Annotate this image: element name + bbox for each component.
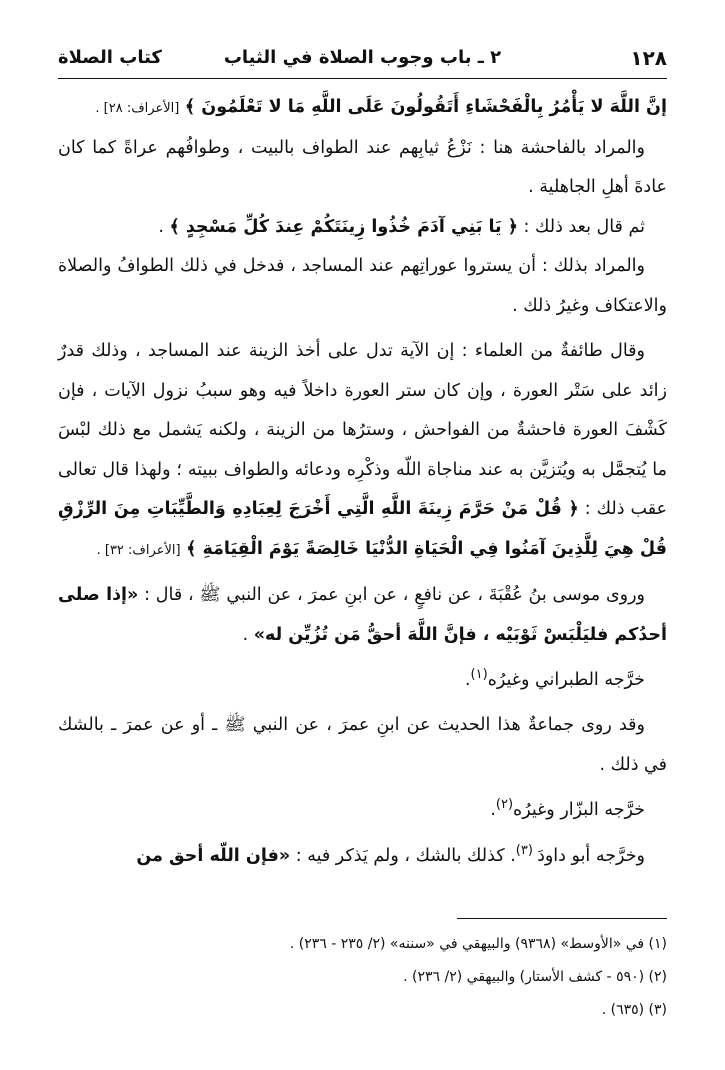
- paragraph-6-text: وروى موسى بنُ عُقْبَةَ ، عن نافعٍ ، عن ابنِ عمرَ ، عن النبي ﷺ ، قال :: [138, 585, 645, 605]
- quran-quote: ﴿ يَا بَنِي آدَمَ خُذُوا زِينَتَكُمْ عِندَ كُلِّ مَسْجِدٍ ﴾: [169, 216, 518, 237]
- hadith-quote: «إذا صلى أحدُكم فليَلْبَسْ ثَوْبَيْه ، فإنَّ اللَّهَ أحقُّ مَن تُزُيِّن له»: [58, 585, 667, 645]
- page-header: [58, 44, 667, 79]
- paragraph-2: والمراد بالفاحشة هنا : نَزْعُ ثيابِهم عند الطواف بالبيت ، وطوافُهم عراةً كما كان عادةَ أهلِ الجاهلية .: [58, 137, 667, 197]
- paragraph-9: [58, 785, 667, 830]
- paragraph-6: [58, 576, 667, 655]
- page-body: [58, 88, 667, 876]
- footnote-ref: (٢): [495, 797, 514, 813]
- footnotes: [58, 928, 667, 1027]
- paragraph-6-end: .: [242, 624, 254, 645]
- paragraph-3-end: .: [158, 216, 170, 237]
- paragraph-5: [58, 332, 667, 570]
- footnote-2: (٢) (٥٩٠ - كشف الأستار) والبيهقي (٢/ ٢٣٦) .: [403, 969, 667, 985]
- quran-quote: ﴿ قُلْ مَنْ حَرَّمَ زِينَةَ اللَّهِ الَّتِي أَخْرَجَ لِعِبَادِهِ وَالطَّيِّبَاتِ مِنَ الرِّزْقِ قُلْ هِيَ لِلَّذِينَ آمَنُوا فِي الْحَيَاةِ الدُّنْيَا خَالِصَةً يَوْمَ الْقِيَامَةِ ﴾: [58, 499, 667, 559]
- quran-quote: إنَّ اللَّهَ لا يَأْمُرُ بِالْفَحْشَاءِ أَتَقُولُونَ عَلَى اللَّهِ مَا لا تَعْلَمُونَ ﴾: [184, 97, 667, 117]
- quran-reference: [الأعراف: ٣٢] .: [96, 542, 181, 558]
- paragraph-10: [58, 831, 667, 876]
- quran-reference: [الأعراف: ٢٨] .: [95, 101, 180, 116]
- chapter-title: ٢ ـ باب وجوب الصلاة في الثياب: [223, 47, 502, 68]
- paragraph-10-text: وخرَّجه أبو داودَ: [537, 845, 645, 866]
- footnote-3: (٣) (٦٣٥) .: [601, 1002, 667, 1018]
- book-title: كتاب الصلاة: [58, 47, 162, 68]
- paragraph-7-end: .: [464, 669, 471, 690]
- paragraph-5-text: وقال طائفةٌ من العلماء : إن الآية تدل على أخذ الزينة عند المساجد ، وذلك قدرٌ زائد على سَتْر العورة ، وإن كان ستر العورة داخلاً فيه وهو سببُ نزول الآيات ، فإن كَشْفَ العورة فاحشةٌ من الفواحش ، وسترُها من الزينة ، ولكنه يَشمل مع ذلك لبْسَ ما يُتجمَّل به ويُتزيَّن به عند مناجاة اللّه وذكْرِه ودعائه والطواف ببيته ؛ ولهذا قال تعالى عقب ذلك :: [58, 341, 668, 519]
- hadith-quote: «فإن اللّه أحق من: [136, 845, 291, 866]
- paragraph-9-text: خرَّجه البزّار وغيرُه: [513, 800, 645, 821]
- footnote-separator: [457, 918, 667, 919]
- footnote-ref: (٣): [515, 842, 538, 858]
- footnote-ref: (١): [470, 667, 488, 682]
- paragraph-7: [58, 655, 667, 700]
- paragraph-8: وقد روى جماعةٌ هذا الحديث عن ابنِ عمرَ ، عن النبي ﷺ ـ أو عن عمرَ ـ بالشك في ذلك .: [58, 715, 667, 775]
- paragraph-10-mid: . كذلك بالشك ، ولم يَذكر فيه :: [290, 845, 516, 866]
- paragraph-1: [58, 88, 667, 129]
- paragraph-4: والمراد بذلك : أن يستروا عوراتِهم عند المساجد ، فدخل في ذلك الطوافُ والصلاة والاعتكاف وغيرُ ذلك .: [58, 256, 667, 316]
- page-number: ١٢٨: [630, 46, 667, 70]
- paragraph-7-text: خرَّجه الطبراني وغيرُه: [487, 669, 645, 690]
- paragraph-3-text: ثم قال بعد ذلك :: [517, 216, 645, 237]
- paragraph-9-end: .: [490, 800, 496, 821]
- paragraph-3: [58, 208, 667, 248]
- footnote-1: (١) في «الأوسط» (٩٣٦٨) والبيهقي في «سننه» (٢/ ٢٣٥ - ٢٣٦) .: [289, 936, 667, 952]
